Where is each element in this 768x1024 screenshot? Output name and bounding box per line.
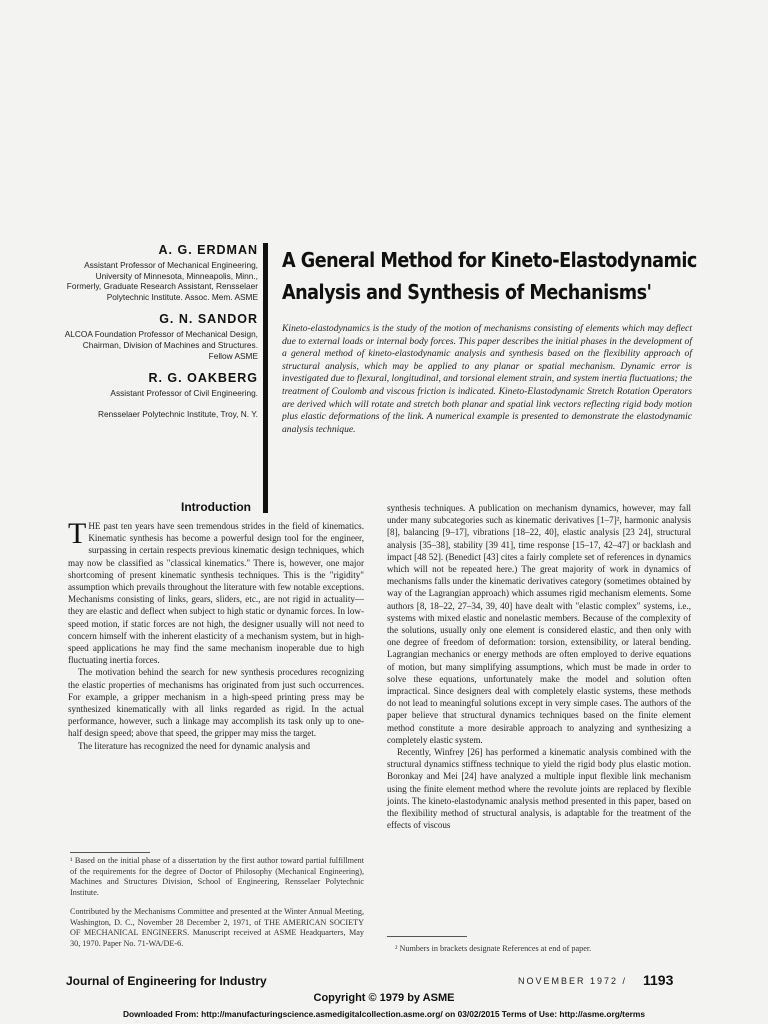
footnote-divider	[387, 936, 467, 937]
author-affiliation: Assistant Professor of Civil Engineering.	[110, 388, 258, 399]
author-affiliation: ALCOA Foundation Professor of Mechanical Design, Chairman, Division of Machines and Structures. Fellow ASME	[64, 329, 258, 361]
journal-name: Journal of Engineering for Industry	[66, 974, 267, 988]
abstract: Kineto-elastodynamics is the study of the motion of mechanisms consisting of elements which may deflect due to external loads or internal body forces. This paper describes the initial phases in the development of a general method of kineto-elastodynamic analysis and synthesis based on the flexibility approach of structural analysis, which may be applied to any planar or spatial mechanism. Dynamic error is investigated due to flexural, longitudinal, and torsional element strain, and system inertia fluctuations; the treatment of Coulomb and viscous friction is indicated. Kineto-Elastodynamic Stretch Rotation Operators are derived which will rotate and stretch both planar and spatial link vectors reflecting rigid body motion plus elastic deformations of the link. A numerical example is presented to demonstrate the elastodynamic analysis technique.	[282, 323, 692, 435]
footnote: ¹ Based on the initial phase of a dissertation by the first author toward partial fulfillment of the requirements for the degree of Doctor of Philosophy (Mechanical Engineering), Machines and Structures Division, School of Engineering, Rensselaer Polytechnic Institute.	[70, 856, 364, 897]
author-name: G. N. SANDOR	[159, 312, 258, 327]
footnote: ² Numbers in brackets designate References at end of paper.	[395, 944, 592, 953]
body-paragraph: The literature has recognized the need for dynamic analysis and	[78, 740, 311, 751]
drop-cap: T	[68, 517, 87, 550]
author-name: A. G. ERDMAN	[158, 243, 258, 257]
author-block	[60, 243, 258, 419]
download-notice: Downloaded From: http://manufacturingscience.asmedigitalcollection.asme.org/ on 03/02/2015 Terms of Use: http://asme.org/terms	[122, 1009, 645, 1019]
section-heading-introduction: Introduction	[181, 500, 251, 514]
body-paragraph	[68, 517, 364, 666]
body-paragraph: Recently, Winfrey [26] has performed a kinematic analysis combined with the structural dynamics stiffness technique to yield the rigid body plus elastic motion. Boronkay and Mei [24] have analyzed a multiple input flexible link mechanism using the finite element method where the revolute joints are replaced by flexible joints. The kineto-elastodynamic analysis method presented in this paper, based on the flexibility method of structural analysis, is adaptable for the treatment of the effects of viscous	[387, 747, 691, 831]
copyright-notice: Copyright © 1979 by ASME	[313, 992, 455, 1004]
paper-title-line-2: Analysis and Synthesis of Mechanisms'	[282, 280, 652, 304]
paper-title	[282, 244, 697, 308]
footnote: Contributed by the Mechanisms Committee and presented at the Winter Annual Meeting, Washington, D. C., November 28 December 2, 1971, of THE AMERICAN SOCIETY OF MECHANICAL ENGINEERS. Manuscript received at ASME Headquarters, May 30, 1970. Paper No. 71-WA/DE-6.	[70, 907, 364, 948]
title-divider-bar	[263, 243, 268, 513]
right-column	[387, 502, 691, 831]
institution: Rensselaer Polytechnic Institute, Troy, N. Y.	[97, 408, 258, 419]
left-column	[68, 517, 364, 752]
author-affiliation: Assistant Professor of Mechanical Engineering, University of Minnesota, Minneapolis, Minn., Formerly, Graduate Research Assistant, Rensselaer Polytechnic Institute. Assoc. Mem. ASME	[66, 260, 258, 302]
author-name: R. G. OAKBERG	[148, 371, 258, 386]
page-number: 1193	[643, 972, 674, 988]
body-paragraph-text: HE past ten years have seen tremendous strides in the field of kinematics. Kinematic synthesis has become a powerful design tool for the engineer, surpassing in certain respects previous kinematic design techniques, which may now be classified as "classical kinematics." There is, however, one major shortcoming of present kinematic synthesis techniques. This is the "rigidity" assumption which prevails throughout the literature with few notable exceptions. Mechanisms consisting of links, gears, sliders, etc., are not rigid in actuality—they are elastic and deflect when subject to high static or dynamic forces. In low-speed motion, if static forces are not high, the designer usually will not need to concern himself with the inherent elasticity of a mechanism system, but in high-speed applications he may find the same mechanism inoperable due to high fluctuating inertia forces.	[68, 521, 364, 666]
paper-title-line-1: A General Method for Kineto-Elastodynamic	[282, 248, 697, 272]
footnote-divider	[70, 852, 150, 853]
issue-date: NOVEMBER 1972 /	[518, 976, 628, 986]
body-paragraph: synthesis techniques. A publication on mechanism dynamics, however, may fall under many subcategories such as kinematic derivatives [1–7]², harmonic analysis [8], balancing [9–17], vibrations [18–22, 40], elastic analysis [23 24], structural analysis [35–38], stability [39 41], time response [15–17, 42–47] or backlash and impact [48 52]. (Benedict [43] cites a fairly complete set of references in dynamics which will not be repeated here.) The great majority of work in dynamics of mechanisms falls under the kinematic derivatives category (sometimes obtained by way of the Lagrangian approach) which assumes rigid mechanism elements. Some authors [8, 18–22, 27–34, 39, 40] have dealt with "elastic complex" systems, i.e., systems with mixed elastic and nonelastic members. Because of the complexity of the solutions, usually only one element is considered elastic, and then only with one degree of freedom of deformation: torsion, extensibility, or lateral bending. Lagrangian mechanics or energy methods are often employed to derive equations of motion, but many simplifying assumptions, which must be made in order to solve these equations, unfortunately make the model and solution often impractical. Since designers deal with completely elastic systems, these methods do not lead to meaningful solutions except in very simple cases. The authors of the paper believe that structural dynamics techniques based on the finite element method constitute a more desirable approach to analyzing and synthesizing a completely elastic system.	[387, 503, 691, 745]
body-paragraph: The motivation behind the search for new synthesis procedures recognizing the elastic properties of mechanisms has originated from just such occurrences. For example, a gripper mechanism in a high-speed printing press may be synthesized kinematically with all links regarded as rigid. In the actual performance, however, such a linkage may accomplish its task only up to one-half design speed; above that speed, the gripper may miss the target.	[68, 667, 364, 739]
